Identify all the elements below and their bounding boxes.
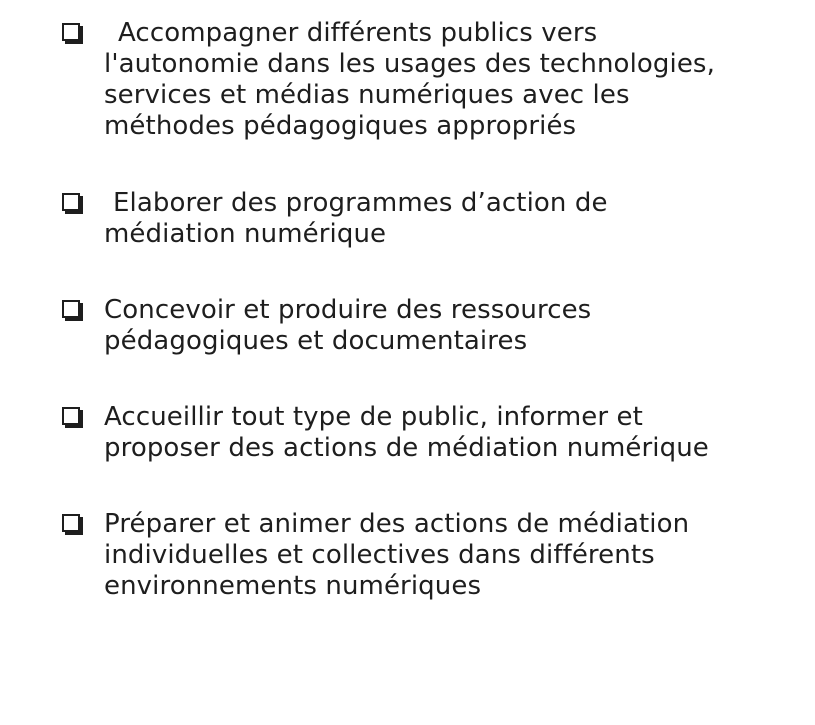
item-line: individuelles et collectives dans différents — [104, 540, 655, 570]
skills-checklist — [62, 18, 807, 602]
item-line: Elaborer des programmes d’action de — [113, 188, 608, 218]
checkbox-icon — [62, 23, 80, 41]
checklist-item — [62, 295, 807, 357]
checklist-item — [62, 18, 807, 142]
checkbox-icon — [62, 407, 80, 425]
item-line: méthodes pédagogiques appropriés — [104, 111, 577, 141]
item-line: l'autonomie dans les usages des technologies, — [104, 49, 715, 79]
checkbox-icon — [62, 300, 80, 318]
checkbox-icon — [62, 193, 80, 211]
checkbox-icon — [62, 514, 80, 532]
item-line: médiation numérique — [104, 219, 387, 249]
checklist-item — [62, 509, 807, 602]
item-line: pédagogiques et documentaires — [104, 326, 528, 356]
item-line: Préparer et animer des actions de médiation — [104, 509, 690, 539]
checklist-item — [62, 402, 807, 464]
checklist-item — [62, 188, 807, 250]
item-line: proposer des actions de médiation numérique — [104, 433, 709, 463]
item-line: Accompagner différents publics vers — [118, 18, 598, 48]
item-line: environnements numériques — [104, 571, 482, 601]
item-line: services et médias numériques avec les — [104, 80, 630, 110]
item-line: Concevoir et produire des ressources — [104, 295, 592, 325]
item-line: Accueillir tout type de public, informer et — [104, 402, 643, 432]
